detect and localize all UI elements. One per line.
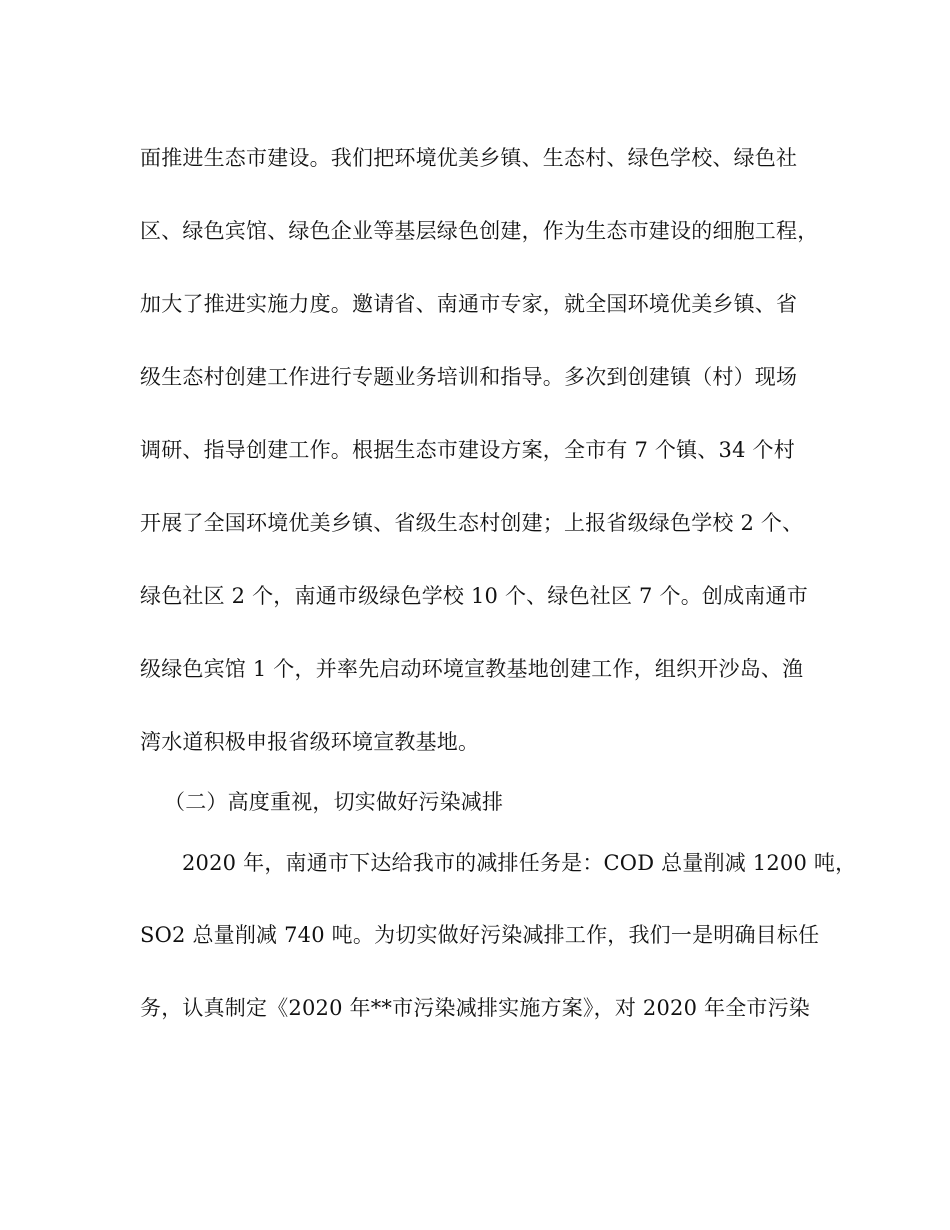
paragraph-1-line-4: 级生态村创建工作进行专题业务培训和指导。多次到创建镇（村）现场 — [140, 365, 798, 389]
paragraph-1-line-8: 级绿色宾馆 1 个，并率先启动环境宣教基地创建工作，组织开沙岛、渔 — [140, 657, 804, 681]
paragraph-1-line-1: 面推进生态市建设。我们把环境优美乡镇、生态村、绿色学校、绿色社 — [140, 146, 798, 170]
paragraph-1-line-9: 湾水道积极申报省级环境宣教基地。 — [140, 730, 480, 754]
paragraph-1-line-2: 区、绿色宾馆、绿色企业等基层绿色创建，作为生态市建设的细胞工程， — [140, 219, 819, 243]
paragraph-1-line-7: 绿色社区 2 个，南通市级绿色学校 10 个、绿色社区 7 个。创成南通市 — [140, 584, 808, 608]
paragraph-1-line-6: 开展了全国环境优美乡镇、省级生态村创建；上报省级绿色学校 2 个、 — [140, 511, 804, 535]
paragraph-2-line-1: 2020 年，南通市下达给我市的减排任务是：COD 总量削减 1200 吨， — [182, 851, 857, 875]
paragraph-1-line-5: 调研、指导创建工作。根据生态市建设方案，全市有 7 个镇、34 个村 — [140, 438, 795, 462]
paragraph-2-line-3: 务，认真制定《2020 年**市污染减排实施方案》，对 2020 年全市污染 — [140, 996, 811, 1020]
paragraph-1-line-3: 加大了推进实施力度。邀请省、南通市专家，就全国环境优美乡镇、省 — [140, 292, 798, 316]
section-heading: （二）高度重视，切实做好污染减排 — [164, 790, 504, 814]
paragraph-2-line-2: SO2 总量削减 740 吨。为切实做好污染减排工作，我们一是明确目标任 — [140, 923, 820, 947]
